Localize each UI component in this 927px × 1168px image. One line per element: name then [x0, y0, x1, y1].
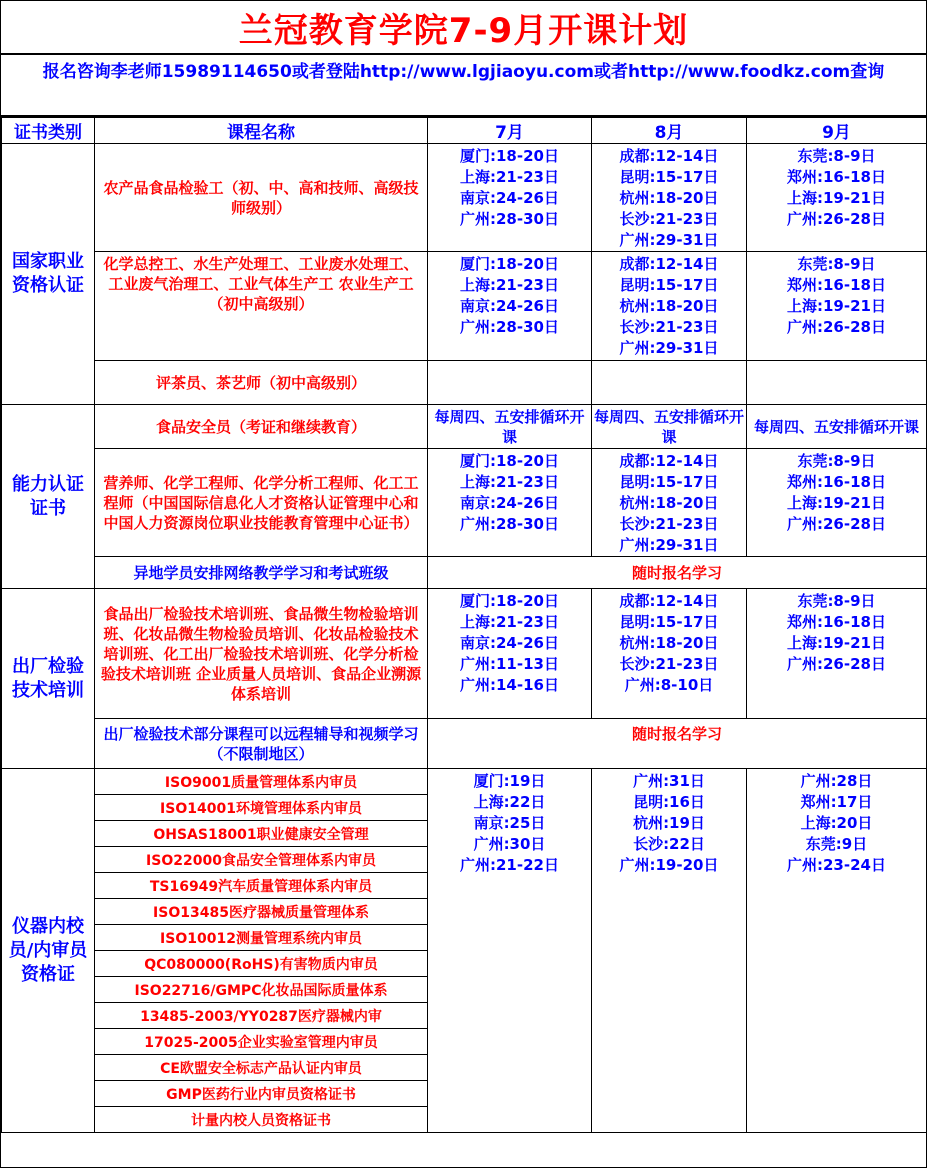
schedule-entry: 东莞:8-9日: [797, 592, 876, 610]
schedule-entry: 杭州:18-20日: [619, 297, 719, 315]
schedule-entry: 东莞:8-9日: [797, 452, 876, 470]
schedule-entry: 广州:14-16日: [460, 676, 559, 694]
schedule-list: [747, 252, 926, 338]
schedule-entry: 广州:21-22日: [460, 856, 559, 874]
schedule-list: [428, 252, 591, 338]
table-row: [2, 361, 927, 405]
schedule-entry: 昆明:15-17日: [619, 473, 719, 491]
schedule-entry: 广州:26-28日: [787, 655, 886, 673]
header-row: [2, 118, 927, 144]
course-ability-3: 异地学员安排网络教学学习和考试班级: [95, 557, 428, 589]
anytime-ability: 随时报名学习: [428, 557, 927, 589]
contact-info: 报名咨询李老师15989114650或者登陆http://www.lgjiaoyu.com或者http://www.foodkz.com查询: [1, 55, 926, 117]
schedule-entry: 上海:19-21日: [787, 494, 886, 512]
schedule-list: [428, 449, 591, 535]
schedule-list: [592, 144, 746, 251]
title-bar: [1, 1, 926, 55]
schedule-entry: 郑州:16-18日: [787, 473, 886, 491]
schedule-entry: 上海:20日: [800, 814, 873, 832]
schedule-entry: 成都:12-14日: [619, 147, 719, 165]
schedule-cell: [747, 589, 927, 719]
schedule-entry: 杭州:18-20日: [619, 189, 719, 207]
schedule-entry: 广州:29-31日: [619, 231, 719, 249]
schedule-entry: 昆明:15-17日: [619, 276, 719, 294]
schedule-entry: 南京:25日: [473, 814, 546, 832]
table-row: [2, 405, 927, 449]
table-row: [2, 769, 927, 795]
schedule-cell: [747, 449, 927, 557]
schedule-list: [747, 449, 926, 535]
schedule-entry: 厦门:18-20日: [460, 592, 559, 610]
schedule-entry: 郑州:17日: [800, 793, 873, 811]
course-instrument-item: ISO22716/GMPC化妆品国际质量体系: [95, 977, 428, 1003]
schedule-entry: 广州:26-28日: [787, 515, 886, 533]
course-factory-2: 出厂检验技术部分课程可以远程辅导和视频学习（不限制地区）: [95, 719, 428, 769]
schedule-entry: 长沙:22日: [633, 835, 705, 853]
course-instrument-item: TS16949汽车质量管理体系内审员: [95, 873, 428, 899]
course-ability-2: 营养师、化学工程师、化学分析工程师、化工工程师（中国国际信息化人才资格认证管理中心和中国人力资源岗位职业技能教育管理中心证书）: [95, 449, 428, 557]
schedule-list: [592, 769, 746, 876]
schedule-entry: 长沙:21-23日: [619, 655, 719, 673]
schedule-entry: 厦门:18-20日: [460, 452, 559, 470]
schedule-list: [592, 589, 746, 696]
empty-cell: [747, 361, 927, 405]
table-row: [2, 449, 927, 557]
empty-cell: [428, 361, 592, 405]
schedule-entry: 厦门:19日: [473, 772, 546, 790]
course-instrument-item: ISO10012测量管理系统内审员: [95, 925, 428, 951]
category-ability: 能力认证证书: [2, 405, 95, 589]
schedule-entry: 长沙:21-23日: [619, 515, 719, 533]
schedule-list: [592, 449, 746, 556]
category-factory: 出厂检验技术培训: [2, 589, 95, 769]
schedule-cell: [428, 449, 592, 557]
header-aug: 8月: [592, 118, 747, 144]
course-instrument-item: 计量内校人员资格证书: [95, 1107, 428, 1133]
schedule-entry: 上海:21-23日: [460, 473, 559, 491]
schedule-list: [747, 589, 926, 675]
category-national: 国家职业资格认证: [2, 144, 95, 405]
table-row: [2, 252, 927, 361]
page-title: 兰冠教育学院7-9月开课计划: [238, 10, 689, 51]
schedule-entry: 东莞:8-9日: [797, 147, 876, 165]
anytime-factory: 随时报名学习: [428, 719, 927, 769]
course-instrument-item: 13485-2003/YY0287医疗器械内审: [95, 1003, 428, 1029]
course-national-2: 化学总控工、水生产处理工、工业废水处理工、工业废气治理工、工业气体生产工 农业生产工（初中高级别）: [95, 252, 428, 361]
schedule-entry: 上海:19-21日: [787, 634, 886, 652]
schedule-cell: [592, 769, 747, 1133]
schedule-entry: 广州:28日: [800, 772, 873, 790]
schedule-entry: 广州:23-24日: [787, 856, 886, 874]
course-instrument-item: ISO14001环境管理体系内审员: [95, 795, 428, 821]
schedule-entry: 广州:29-31日: [619, 339, 719, 357]
schedule-entry: 厦门:18-20日: [460, 255, 559, 273]
category-instrument: 仪器内校员/内审员资格证: [2, 769, 95, 1133]
schedule-entry: 广州:8-10日: [624, 676, 714, 694]
schedule-entry: 杭州:19日: [633, 814, 705, 832]
header-course: 课程名称: [95, 118, 428, 144]
schedule-entry: 昆明:15-17日: [619, 613, 719, 631]
schedule-entry: 广州:11-13日: [460, 655, 559, 673]
course-instrument-item: ISO13485医疗器械质量管理体系: [95, 899, 428, 925]
schedule-table: [1, 117, 927, 1133]
table-row: [2, 144, 927, 252]
schedule-list: [747, 769, 926, 876]
schedule-entry: 上海:21-23日: [460, 613, 559, 631]
course-national-3: 评茶员、茶艺师（初中高级别）: [95, 361, 428, 405]
schedule-cell: [592, 144, 747, 252]
course-national-1: 农产品食品检验工（初、中、高和技师、高级技师级别）: [95, 144, 428, 252]
schedule-entry: 广州:26-28日: [787, 318, 886, 336]
schedule-entry: 广州:30日: [473, 835, 546, 853]
schedule-cell: [592, 252, 747, 361]
schedule-cell: [747, 252, 927, 361]
schedule-entry: 广州:19-20日: [619, 856, 719, 874]
schedule-list: [428, 589, 591, 696]
course-instrument-item: GMP医药行业内审员资格证书: [95, 1081, 428, 1107]
schedule-entry: 杭州:18-20日: [619, 494, 719, 512]
schedule-entry: 广州:28-30日: [460, 318, 559, 336]
schedule-entry: 郑州:16-18日: [787, 168, 886, 186]
schedule-entry: 上海:22日: [473, 793, 546, 811]
header-sep: 9月: [747, 118, 927, 144]
schedule-entry: 南京:24-26日: [460, 634, 559, 652]
schedule-entry: 郑州:16-18日: [787, 613, 886, 631]
schedule-entry: 东莞:9日: [805, 835, 868, 853]
schedule-entry: 杭州:18-20日: [619, 634, 719, 652]
header-category: 证书类别: [2, 118, 95, 144]
schedule-entry: 长沙:21-23日: [619, 210, 719, 228]
schedule-list: [747, 144, 926, 230]
course-instrument-item: ISO22000食品安全管理体系内审员: [95, 847, 428, 873]
schedule-entry: 广州:26-28日: [787, 210, 886, 228]
schedule-entry: 南京:24-26日: [460, 189, 559, 207]
schedule-entry: 上海:21-23日: [460, 276, 559, 294]
schedule-cell: [592, 589, 747, 719]
schedule-entry: 成都:12-14日: [619, 452, 719, 470]
course-factory-1: 食品出厂检验技术培训班、食品微生物检验培训班、化妆品微生物检验员培训、化妆品检验技术培训班、化工出厂检验技术培训班、化学分析检验技术培训班 企业质量人员培训、食品企业溯源体系培训: [95, 589, 428, 719]
schedule-entry: 广州:28-30日: [460, 515, 559, 533]
course-instrument-item: OHSAS18001职业健康安全管理: [95, 821, 428, 847]
schedule-list: [428, 144, 591, 230]
course-ability-1: 食品安全员（考证和继续教育）: [95, 405, 428, 449]
schedule-entry: 广州:29-31日: [619, 536, 719, 554]
schedule-entry: 广州:28-30日: [460, 210, 559, 228]
instrument-section: [2, 769, 927, 1133]
course-instrument-item: CE欧盟安全标志产品认证内审员: [95, 1055, 428, 1081]
schedule-entry: 成都:12-14日: [619, 255, 719, 273]
table-row: [2, 719, 927, 769]
schedule-entry: 广州:31日: [633, 772, 705, 790]
schedule-cell: [428, 769, 592, 1133]
schedule-entry: 成都:12-14日: [619, 592, 719, 610]
schedule-cell: [428, 589, 592, 719]
schedule-entry: 上海:19-21日: [787, 189, 886, 207]
table-row: [2, 557, 927, 589]
schedule-cell: [428, 144, 592, 252]
schedule-entry: 长沙:21-23日: [619, 318, 719, 336]
course-instrument-item: 17025-2005企业实验室管理内审员: [95, 1029, 428, 1055]
schedule-cell: [428, 252, 592, 361]
table-row: [2, 589, 927, 719]
course-instrument-item: QC080000(RoHS)有害物质内审员: [95, 951, 428, 977]
schedule-entry: 南京:24-26日: [460, 494, 559, 512]
weekly-jul: 每周四、五安排循环开课: [428, 405, 592, 449]
schedule-cell: [592, 449, 747, 557]
schedule-cell: [747, 769, 927, 1133]
schedule-entry: 郑州:16-18日: [787, 276, 886, 294]
empty-cell: [592, 361, 747, 405]
schedule-cell: [747, 144, 927, 252]
schedule-entry: 昆明:16日: [633, 793, 705, 811]
course-instrument-item: ISO9001质量管理体系内审员: [95, 769, 428, 795]
schedule-entry: 昆明:15-17日: [619, 168, 719, 186]
weekly-sep: 每周四、五安排循环开课: [747, 405, 927, 449]
schedule-entry: 东莞:8-9日: [797, 255, 876, 273]
schedule-entry: 上海:19-21日: [787, 297, 886, 315]
schedule-entry: 南京:24-26日: [460, 297, 559, 315]
weekly-aug: 每周四、五安排循环开课: [592, 405, 747, 449]
schedule-entry: 上海:21-23日: [460, 168, 559, 186]
header-jul: 7月: [428, 118, 592, 144]
schedule-entry: 厦门:18-20日: [460, 147, 559, 165]
schedule-list: [592, 252, 746, 359]
schedule-list: [428, 769, 591, 876]
